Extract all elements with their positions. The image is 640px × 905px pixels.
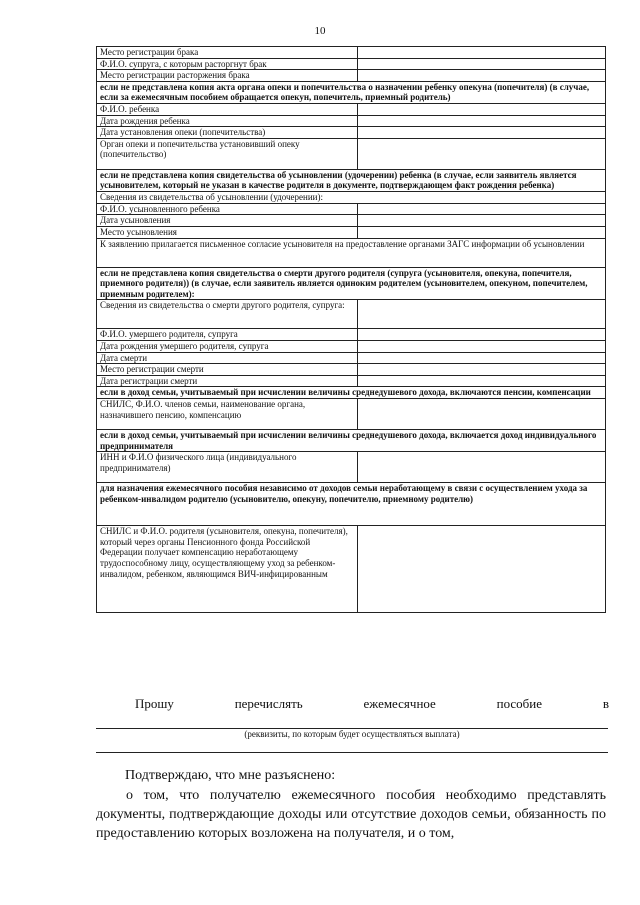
form-row bbox=[97, 138, 606, 169]
request-word-5: в bbox=[602, 696, 609, 711]
requisites-caption: (реквизиты, по которым будет осуществляться выплата) bbox=[244, 729, 460, 739]
form-row bbox=[97, 169, 606, 191]
field-value-cell[interactable] bbox=[358, 364, 606, 376]
field-value-cell[interactable] bbox=[358, 203, 606, 215]
form-row bbox=[97, 215, 606, 227]
field-label: Ф.И.О. усыновленного ребенка bbox=[97, 203, 358, 215]
page-number: 10 bbox=[314, 25, 326, 37]
field-label: Место регистрации смерти bbox=[97, 364, 358, 376]
field-label: Орган опеки и попечительства установивший опеку (попечительство) bbox=[97, 138, 358, 169]
confirmation-title: Подтверждаю, что мне разъяснено: bbox=[125, 768, 336, 783]
field-label: Ф.И.О. умершего родителя, супруга bbox=[97, 329, 358, 341]
field-value-cell[interactable] bbox=[358, 340, 606, 352]
field-value-cell[interactable] bbox=[358, 215, 606, 227]
field-label: Ф.И.О. супруга, с которым расторгнут брак bbox=[97, 58, 358, 70]
form-row bbox=[97, 526, 606, 613]
form-row bbox=[97, 387, 606, 399]
form-row bbox=[97, 47, 606, 59]
field-value-cell[interactable] bbox=[358, 526, 606, 613]
field-label: Дата смерти bbox=[97, 352, 358, 364]
field-label: Дата регистрации смерти bbox=[97, 375, 358, 387]
form-row bbox=[97, 226, 606, 238]
form-row bbox=[97, 300, 606, 329]
form-row bbox=[97, 267, 606, 300]
field-value-cell[interactable] bbox=[358, 58, 606, 70]
application-form-table bbox=[96, 46, 606, 613]
field-value-cell[interactable] bbox=[358, 399, 606, 430]
form-note: К заявлению прилагается письменное согласие усыновителя на предоставление органами ЗАГС информации об усыновлении bbox=[97, 238, 606, 267]
form-row bbox=[97, 115, 606, 127]
payment-request-line bbox=[135, 696, 609, 712]
field-value-cell[interactable] bbox=[358, 115, 606, 127]
field-value-cell[interactable] bbox=[358, 352, 606, 364]
field-label: Дата установления опеки (попечительства) bbox=[97, 127, 358, 139]
field-value-cell[interactable] bbox=[358, 329, 606, 341]
form-row bbox=[97, 81, 606, 103]
form-row bbox=[97, 70, 606, 82]
form-row bbox=[97, 192, 606, 204]
form-row bbox=[97, 104, 606, 116]
field-value-cell[interactable] bbox=[358, 300, 606, 329]
form-row bbox=[97, 203, 606, 215]
form-row bbox=[97, 364, 606, 376]
form-row bbox=[97, 127, 606, 139]
field-value-cell[interactable] bbox=[358, 452, 606, 483]
request-word-4: пособие bbox=[496, 696, 543, 711]
field-label: Сведения из свидетельства о смерти другого родителя, супруга: bbox=[97, 300, 358, 329]
field-label: Дата рождения умершего родителя, супруга bbox=[97, 340, 358, 352]
section-header: если не представлена копия акта органа опеки и попечительства о назначении ребенку опекуна (попечителя) (в случае, если за ежемесячным пособием обращается опекун, попечитель, приемный родитель) bbox=[97, 81, 606, 103]
field-label: Место регистрации расторжения брака bbox=[97, 70, 358, 82]
field-value-cell[interactable] bbox=[358, 104, 606, 116]
form-row bbox=[97, 329, 606, 341]
form-row bbox=[97, 352, 606, 364]
section-header: если в доход семьи, учитываемый при исчислении величины среднедушевого дохода, включаются пенсии, компенсации bbox=[97, 387, 606, 399]
field-label: СНИЛС и Ф.И.О. родителя (усыновителя, опекуна, попечителя), который через органы Пенсионного фонда Российской Федерации получает компенсацию неработающему трудоспособному лицу, осуществляющему уход за ребенком-инвалидом, ребенком, являющимся ВИЧ-инфицированным bbox=[97, 526, 358, 613]
section-header: для назначения ежемесячного пособия независимо от доходов семьи неработающему в связи с осуществлением ухода за ребенком-инвалидом родителю (усыновителю, опекуну, попечителю, приемному родителю) bbox=[97, 483, 606, 526]
field-label: Место усыновления bbox=[97, 226, 358, 238]
requisites-fill-line-2[interactable] bbox=[96, 752, 608, 753]
field-label: Ф.И.О. ребенка bbox=[97, 104, 358, 116]
request-word-1: Прошу bbox=[135, 696, 174, 711]
form-row bbox=[97, 375, 606, 387]
section-header: если в доход семьи, учитываемый при исчислении величины среднедушевого дохода, включается доход индивидуального предпринимателя bbox=[97, 430, 606, 452]
request-word-3: ежемесячное bbox=[363, 696, 436, 711]
field-value-cell[interactable] bbox=[358, 375, 606, 387]
form-row bbox=[97, 483, 606, 526]
section-header: если не представлена копия свидетельства об усыновлении (удочерении) ребенка (в случае, если заявитель является усыновителем, который не указан в качестве родителя в документе, подтверждающем факт рождения ребенка) bbox=[97, 169, 606, 191]
field-label: Место регистрации брака bbox=[97, 47, 358, 59]
form-row bbox=[97, 58, 606, 70]
form-row bbox=[97, 399, 606, 430]
field-value-cell[interactable] bbox=[358, 138, 606, 169]
field-value-cell[interactable] bbox=[358, 226, 606, 238]
form-row bbox=[97, 340, 606, 352]
section-header: если не представлена копия свидетельства о смерти другого родителя (супруга (усыновителя, опекуна, попечителя, приемного родителя)) (в случае, если заявитель является одиноким родителем (усыновителем, опекуном, попечителем, приемным родителем): bbox=[97, 267, 606, 300]
field-value-cell[interactable] bbox=[358, 127, 606, 139]
field-label: ИНН и Ф.И.О физического лица (индивидуального предпринимателя) bbox=[97, 452, 358, 483]
form-row bbox=[97, 238, 606, 267]
field-value-cell[interactable] bbox=[358, 47, 606, 59]
request-word-2: перечислять bbox=[234, 696, 303, 711]
form-row bbox=[97, 430, 606, 452]
field-label: Дата рождения ребенка bbox=[97, 115, 358, 127]
field-value-cell[interactable] bbox=[358, 70, 606, 82]
confirmation-paragraph: о том, что получателю ежемесячного пособия необходимо представлять документы, подтверждающие доходы или отсутствие доходов семьи, обязанность по предоставлению которых возложена на получателя, и о том, bbox=[96, 788, 606, 841]
form-row bbox=[97, 452, 606, 483]
field-label: Дата усыновления bbox=[97, 215, 358, 227]
form-note: Сведения из свидетельства об усыновлении (удочерении): bbox=[97, 192, 606, 204]
field-label: СНИЛС, Ф.И.О. членов семьи, наименование органа, назначившего пенсию, компенсацию bbox=[97, 399, 358, 430]
